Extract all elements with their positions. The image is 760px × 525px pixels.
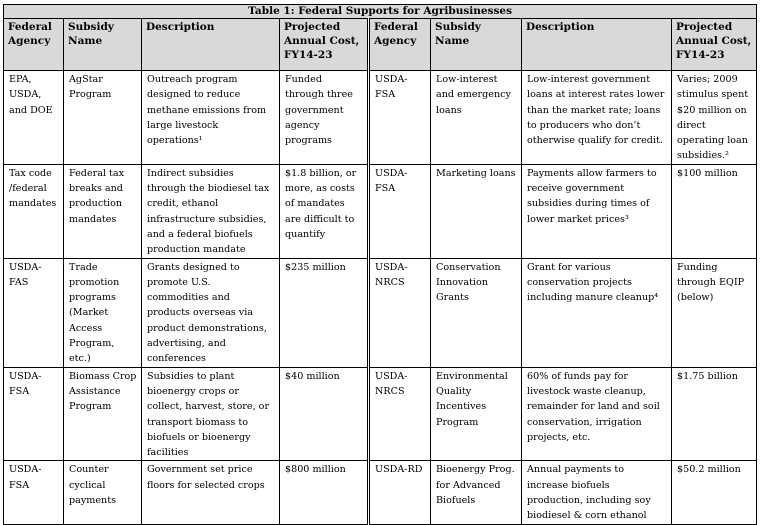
- cell-cost: Funding through EQIP (below): [672, 258, 757, 367]
- cell-description: Grant for various conservation projects including manure cleanup⁴: [522, 258, 672, 367]
- cell-agency: USDA-FSA: [4, 367, 64, 461]
- header-federal-agency: Federal Agency: [4, 19, 64, 71]
- cell-description: Indirect subsidies through the biodiesel tax credit, ethanol infrastructure subsidies, and a federal biofuels production mandate: [142, 164, 280, 258]
- table-caption: Table 1: Federal Supports for Agribusinesses: [4, 5, 757, 19]
- cell-cost: $235 million: [280, 258, 369, 367]
- cell-cost: $800 million: [280, 461, 369, 524]
- cell-agency: USDA-FSA: [369, 164, 431, 258]
- table-row: [4, 71, 757, 165]
- table-container: [3, 4, 756, 525]
- cell-subsidy: Counter cyclical payments: [64, 461, 142, 524]
- header-subsidy-name: Subsidy Name: [64, 19, 142, 71]
- cell-agency: USDA-FAS: [4, 258, 64, 367]
- cell-description: 60% of funds pay for livestock waste cleanup, remainder for land and soil conservation, irrigation projects, etc.: [522, 367, 672, 461]
- header-federal-agency-2: Federal Agency: [369, 19, 431, 71]
- table-row: [4, 367, 757, 461]
- subsidy-table: [3, 4, 757, 525]
- cell-description: Annual payments to increase biofuels production, including soy biodiesel & corn ethanol: [522, 461, 672, 524]
- cell-agency: USDA-RD: [369, 461, 431, 524]
- cell-description: Subsidies to plant bioenergy crops or collect, harvest, store, or transport biomass to biofuels or bioenergy facilities: [142, 367, 280, 461]
- cell-cost: Funded through three government agency programs: [280, 71, 369, 165]
- cell-subsidy: Conservation Innovation Grants: [431, 258, 522, 367]
- cell-cost: $1.8 billion, or more, as costs of mandates are difficult to quantify: [280, 164, 369, 258]
- cell-subsidy: Low-interest and emergency loans: [431, 71, 522, 165]
- cell-description: Low-interest government loans at interest rates lower than the market rate; loans to producers who don’t otherwise qualify for credit.: [522, 71, 672, 165]
- cell-agency: USDA-NRCS: [369, 367, 431, 461]
- cell-cost: $40 million: [280, 367, 369, 461]
- cell-agency: EPA, USDA, and DOE: [4, 71, 64, 165]
- cell-subsidy: Federal tax breaks and production mandates: [64, 164, 142, 258]
- cell-cost: $50.2 million: [672, 461, 757, 524]
- cell-agency: USDA-FSA: [369, 71, 431, 165]
- cell-description: Outreach program designed to reduce methane emissions from large livestock operations¹: [142, 71, 280, 165]
- cell-subsidy: Marketing loans: [431, 164, 522, 258]
- cell-description: Grants designed to promote U.S. commodities and products overseas via product demonstrations, advertising, and conferences: [142, 258, 280, 367]
- cell-agency: USDA-FSA: [4, 461, 64, 524]
- header-description: Description: [142, 19, 280, 71]
- cell-cost: $100 million: [672, 164, 757, 258]
- cell-cost: $1.75 billion: [672, 367, 757, 461]
- table-row: [4, 461, 757, 524]
- header-row: [4, 19, 757, 71]
- header-projected-cost-2: Projected Annual Cost, FY14-23: [672, 19, 757, 71]
- cell-subsidy: Environmental Quality Incentives Program: [431, 367, 522, 461]
- header-description-2: Description: [522, 19, 672, 71]
- cell-cost: Varies; 2009 stimulus spent $20 million on direct operating loan subsidies.²: [672, 71, 757, 165]
- header-subsidy-name-2: Subsidy Name: [431, 19, 522, 71]
- cell-agency: USDA-NRCS: [369, 258, 431, 367]
- cell-agency: Tax code /federal mandates: [4, 164, 64, 258]
- header-projected-cost: Projected Annual Cost, FY14-23: [280, 19, 369, 71]
- cell-description: Payments allow farmers to receive government subsidies during times of lower market prices³: [522, 164, 672, 258]
- cell-subsidy: Trade promotion programs (Market Access Program, etc.): [64, 258, 142, 367]
- table-row: [4, 164, 757, 258]
- table-row: [4, 258, 757, 367]
- cell-description: Government set price floors for selected crops: [142, 461, 280, 524]
- cell-subsidy: AgStar Program: [64, 71, 142, 165]
- cell-subsidy: Biomass Crop Assistance Program: [64, 367, 142, 461]
- cell-subsidy: Bioenergy Prog. for Advanced Biofuels: [431, 461, 522, 524]
